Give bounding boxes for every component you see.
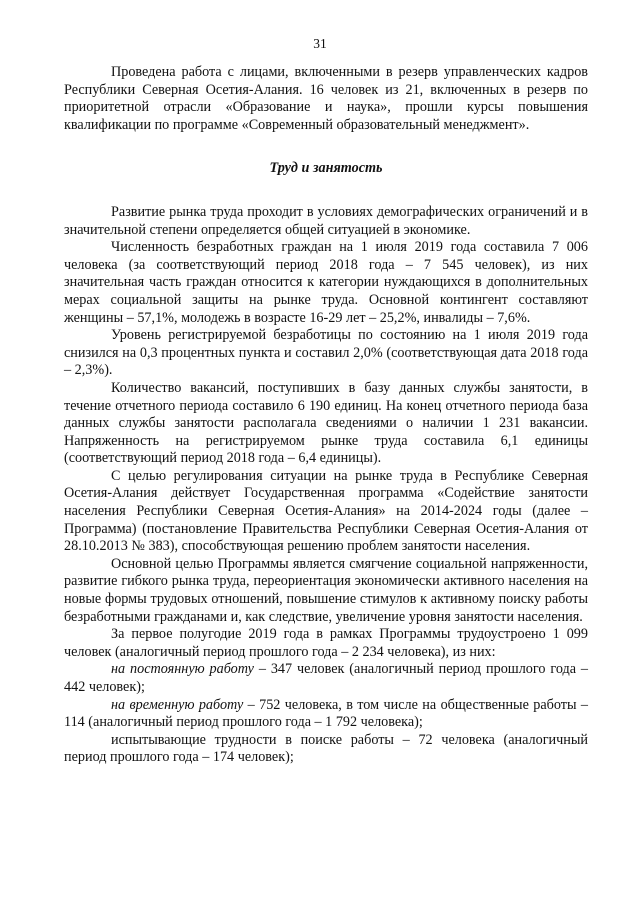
- paragraph: Развитие рынка труда проходит в условиях демографических ограничений и в значительной степени определяется общей ситуацией в экономике.: [64, 203, 588, 238]
- paragraph: За первое полугодие 2019 года в рамках Программы трудоустроено 1 099 человек (аналогичный период прошлого года – 2 234 человека), из них:: [64, 626, 588, 660]
- paragraph: Численность безработных граждан на 1 июля 2019 года составила 7 006 человека (за соответствующий период 2018 года – 7 545 человек), из них значительная часть граждан относится к категории нуждающихся в дополнительных мерах социальной защиты на рынке труда. Основной контингент составляют женщины – 57,1%, молодежь в возрасте 16-29 лет – 25,2%, инвалиды – 7,6%.: [64, 239, 588, 326]
- list-item-text: испытывающие трудности в поиске работы – 72 человека (аналогичный период прошлого года – 174 человек);: [64, 731, 588, 766]
- list-item: [64, 697, 588, 732]
- list-item: [64, 661, 588, 696]
- page-number: 31: [313, 36, 327, 51]
- list-item-italic: на постоянную работу: [111, 661, 254, 678]
- paragraph: Основной целью Программы является смягчение социальной напряженности, развитие гибкого рынка труда, переориентация экономически активного населения на новые формы трудовых отношений, повышение стимулов к активному поиску работы безработными гражданами и, как следствие, увеличение уровня занятости населения.: [64, 555, 588, 625]
- paragraph-intro: Проведена работа с лицами, включенными в резерв управленческих кадров Республики Северная Осетия-Алания. 16 человек из 21, включенных в резерв по приоритетной отрасли «Образование и наука», прошли курсы повышения квалификации по программе «Современный образовательный менеджмент».: [64, 64, 588, 133]
- paragraph: С целью регулирования ситуации на рынке труда в Республике Северная Осетия-Алания действует Государственная программа «Содействие занятости населения Республики Северная Осетия-Алания» на 2014-2024 годы (далее – Программа) (постановление Правительства Республики Северная Осетия-Алания от 28.10.2013 № 383), способствующая решению проблем занятости населения.: [64, 467, 588, 555]
- list-item: [64, 732, 588, 767]
- section-title: Труд и занятость: [269, 160, 383, 177]
- paragraph: Количество вакансий, поступивших в базу данных службы занятости, в течение отчетного периода составило 6 190 единиц. На конец отчетного периода база данных службы занятости располагала сведениями о наличии 1 231 вакансии. Напряженность на регистрируемом рынке труда составила 6,1 единицы (соответствующий период 2018 года – 6,4 единицы).: [64, 379, 588, 467]
- document-body: [64, 64, 588, 767]
- paragraph: Уровень регистрируемой безработицы по состоянию на 1 июля 2019 года снизился на 0,3 процентных пункта и составил 2,0% (соответствующая дата 2018 года – 2,3%).: [64, 327, 588, 379]
- list-item-text: – 347 человек (аналогичный период прошлого года – 442 человек);: [64, 661, 589, 695]
- list-item-italic: на временную работу: [111, 696, 244, 713]
- list-item-text: – 752 человека, в том числе на общественные работы – 114 (аналогичный период прошлого года – 1 792 человека);: [64, 696, 588, 731]
